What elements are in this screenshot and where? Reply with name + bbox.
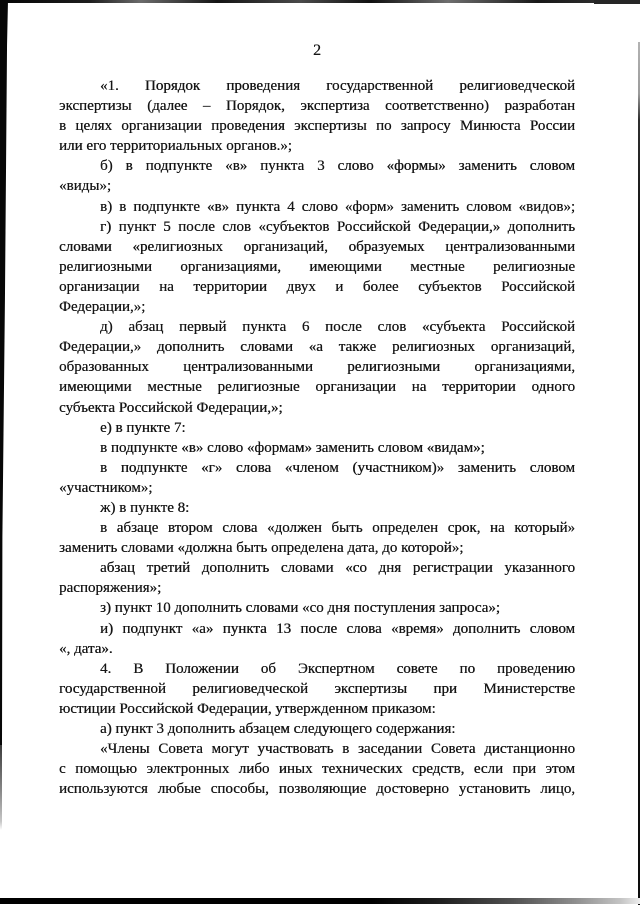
text-line: религиозными организациями, имеющими местные религиозные xyxy=(59,258,575,275)
paragraph xyxy=(59,458,575,498)
document-body xyxy=(59,41,575,799)
paragraph xyxy=(59,518,575,558)
scan-edge-left-lower xyxy=(0,745,2,830)
paragraph xyxy=(59,76,575,156)
text-line: образованных централизованными религиозными организациями, xyxy=(59,359,575,376)
text-line: Федерации,»; xyxy=(59,299,146,316)
scan-edge-top-right xyxy=(594,0,640,4)
text-line: имеющими местные религиозные организации на территории одного xyxy=(59,379,575,396)
text-line: в абзаце втором слова «должен быть определен срок, на который» xyxy=(100,520,575,537)
text-line: «1. Порядок проведения государственной религиоведческой xyxy=(100,78,575,94)
text-line: «, дата». xyxy=(59,640,113,657)
paragraph xyxy=(59,418,575,438)
text-line: Федерации,» дополнить словами «а также религиозных организаций, xyxy=(59,339,575,356)
text-line: а) пункт 3 дополнить абзацем следующего содержания: xyxy=(100,721,456,737)
text-line: используются любые способы, позволяющие достоверно установить лицо, xyxy=(59,781,575,798)
paragraph xyxy=(59,719,575,739)
paragraph xyxy=(59,739,575,799)
paragraph xyxy=(59,217,575,317)
text-line: организации на территории двух и более субъектов Российской xyxy=(59,278,575,295)
text-line: распоряжения»; xyxy=(59,580,162,597)
text-line: «виды»; xyxy=(59,178,111,195)
paragraph xyxy=(59,659,575,719)
paragraph xyxy=(59,558,575,598)
paragraph xyxy=(59,156,575,196)
text-line: б) в подпункте «в» пункта 3 слово «формы» заменить словом xyxy=(100,158,575,175)
text-line: абзац третий дополнить словами «со дня регистрации указанного xyxy=(100,560,575,577)
paragraph xyxy=(59,598,575,618)
text-line: субъекта Российской Федерации,»; xyxy=(59,399,283,416)
text-line: с помощью электронных либо иных технических средств, если при этом xyxy=(59,761,575,778)
page-number: 2 xyxy=(313,42,321,59)
text-line: г) пункт 5 после слов «субъектов Российской Федерации,» дополнить xyxy=(100,218,575,235)
paragraph xyxy=(59,619,575,659)
text-line: «Члены Совета могут участвовать в заседании Совета дистанционно xyxy=(100,741,575,758)
text-line: или его территориальных органов.»; xyxy=(59,138,292,155)
text-line: в) в подпункте «в» пункта 4 слово «форм» заменить словом «видов»; xyxy=(100,198,575,215)
text-line: государственной религиоведческой экспертизы при Министерстве xyxy=(59,680,575,697)
paragraph xyxy=(59,317,575,417)
text-line: д) абзац первый пункта 6 после слов «субъекта Российской xyxy=(100,319,575,336)
paragraph xyxy=(59,498,575,518)
text-line: и) подпункт «а» пункта 13 после слова «время» дополнить словом xyxy=(100,620,575,637)
text-line: в целях организации проведения экспертизы по запросу Минюста России xyxy=(59,118,575,135)
scan-edge-top xyxy=(0,0,640,3)
scan-edge-bottom xyxy=(0,898,640,904)
text-line: юстиции Российской Федерации, утвержденном приказом: xyxy=(59,700,436,717)
text-line: е) в пункте 7: xyxy=(100,419,186,436)
scan-edge-left xyxy=(0,0,8,745)
text-line: ж) в пункте 8: xyxy=(100,499,190,516)
text-line: в подпункте «г» слова «членом (участником)» заменить словом xyxy=(100,459,575,476)
text-line: в подпункте «в» слово «формам» заменить словом «видам»; xyxy=(100,439,485,456)
text-line: «участником»; xyxy=(59,479,153,496)
paragraph xyxy=(59,197,575,217)
text-line: словами «религиозных организаций, образуемых централизованными xyxy=(59,238,575,255)
text-line: экспертизы (далее – Порядок, экспертиза соответственно) разработан xyxy=(59,98,575,115)
text-line: 4. В Положении об Экспертном совете по проведению xyxy=(100,660,575,677)
paragraph xyxy=(59,438,575,458)
text-line: з) пункт 10 дополнить словами «со дня поступления запроса»; xyxy=(100,600,500,617)
text-line: заменить словами «должна быть определена дата, до которой»; xyxy=(59,540,464,557)
